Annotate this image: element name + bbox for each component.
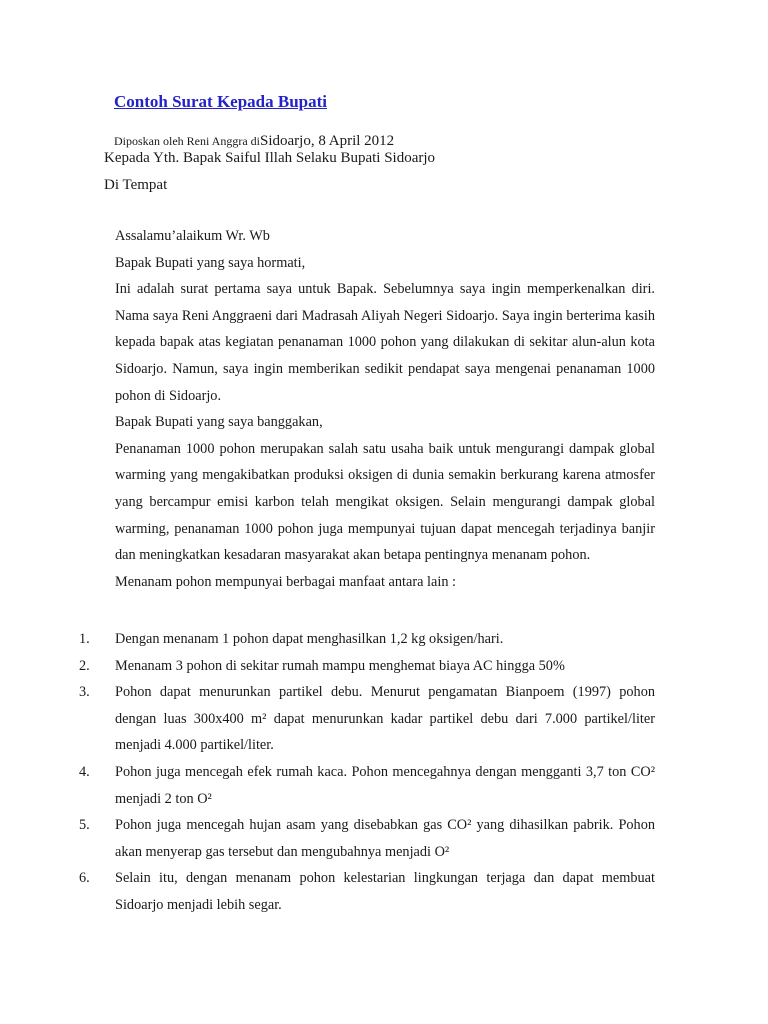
list-item-number: 5. bbox=[79, 817, 90, 834]
list-item bbox=[79, 759, 655, 812]
paragraph-2: Penanaman 1000 pohon merupakan salah satu usaha baik untuk mengurangi dampak global warming yang mengakibatkan produksi oksigen di dunia semakin berkurang karena atmosfer yang bercampur emisi karbon telah mengikat oksigen. Selain mengurangi dampak global warming, penanaman 1000 pohon juga mempunyai tujuan dapat mencegah terjadinya banjir dan meningkatkan kesadaran masyarakat akan betapa pentingnya menanam pohon. bbox=[115, 440, 655, 564]
list-item-number: 6. bbox=[79, 870, 90, 887]
benefits-list bbox=[79, 626, 655, 919]
letter-recipient: Kepada Yth. Bapak Saiful Illah Selaku Bupati Sidoarjo bbox=[104, 150, 436, 166]
post-title-link[interactable]: Contoh Surat Kepada Bupati bbox=[114, 92, 328, 111]
greeting: Assalamu’alaikum Wr. Wb bbox=[115, 228, 270, 244]
list-item bbox=[79, 865, 655, 918]
list-item bbox=[79, 812, 655, 865]
list-item bbox=[79, 653, 655, 680]
list-item bbox=[79, 679, 655, 759]
list-item-number: 4. bbox=[79, 763, 90, 780]
letter-location: Di Tempat bbox=[104, 177, 168, 193]
list-item bbox=[79, 626, 655, 653]
paragraph-1: Ini adalah surat pertama saya untuk Bapak. Sebelumnya saya ingin memperkenalkan diri. Nama saya Reni Anggraeni dari Madrasah Aliyah Negeri Sidoarjo. Saya ingin berterima kasih kepada bapak atas kegiatan penanaman 1000 pohon yang dilakukan di sekitar alun-alun kota Sidoarjo. Namun, saya ingin memberikan sedikit pendapat saya mengenai penanaman 1000 pohon di Sidoarjo. bbox=[115, 281, 655, 404]
salutation-1: Bapak Bupati yang saya hormati, bbox=[115, 254, 306, 271]
list-item-text: Pohon dapat menurunkan partikel debu. Menurut pengamatan Bianpoem (1997) pohon dengan luas 300x400 m² dapat menurunkan kadar partikel debu dari 7.000 partikel/liter menjadi 4.000 partikel/liter. bbox=[115, 684, 655, 754]
byline-place-date: Sidoarjo, 8 April 2012 bbox=[259, 133, 395, 149]
list-item-text: Pohon juga mencegah hujan asam yang disebabkan gas CO² yang dihasilkan pabrik. Pohon akan menyerap gas tersebut dan mengubahnya menjadi O² bbox=[115, 817, 655, 860]
list-item-number: 1. bbox=[79, 631, 90, 647]
list-item-number: 3. bbox=[79, 684, 90, 701]
byline-prefix: Diposkan oleh Reni Anggra di bbox=[114, 134, 260, 148]
list-item-number: 2. bbox=[79, 657, 90, 674]
list-intro: Menanam pohon mempunyai berbagai manfaat antara lain : bbox=[115, 573, 457, 590]
salutation-2: Bapak Bupati yang saya banggakan, bbox=[115, 414, 323, 431]
byline bbox=[114, 133, 394, 150]
letter-body bbox=[115, 223, 655, 595]
list-item-text: Selain itu, dengan menanam pohon kelestarian lingkungan terjaga dan dapat membuat Sidoarjo menjadi lebih segar. bbox=[115, 870, 655, 913]
list-item-text: Dengan menanam 1 pohon dapat menghasilkan 1,2 kg oksigen/hari. bbox=[115, 631, 504, 647]
list-item-text: Pohon juga mencegah efek rumah kaca. Pohon mencegahnya dengan mengganti 3,7 ton CO² menjadi 2 ton O² bbox=[115, 763, 655, 807]
list-item-text: Menanam 3 pohon di sekitar rumah mampu menghemat biaya AC hingga 50% bbox=[115, 657, 565, 674]
